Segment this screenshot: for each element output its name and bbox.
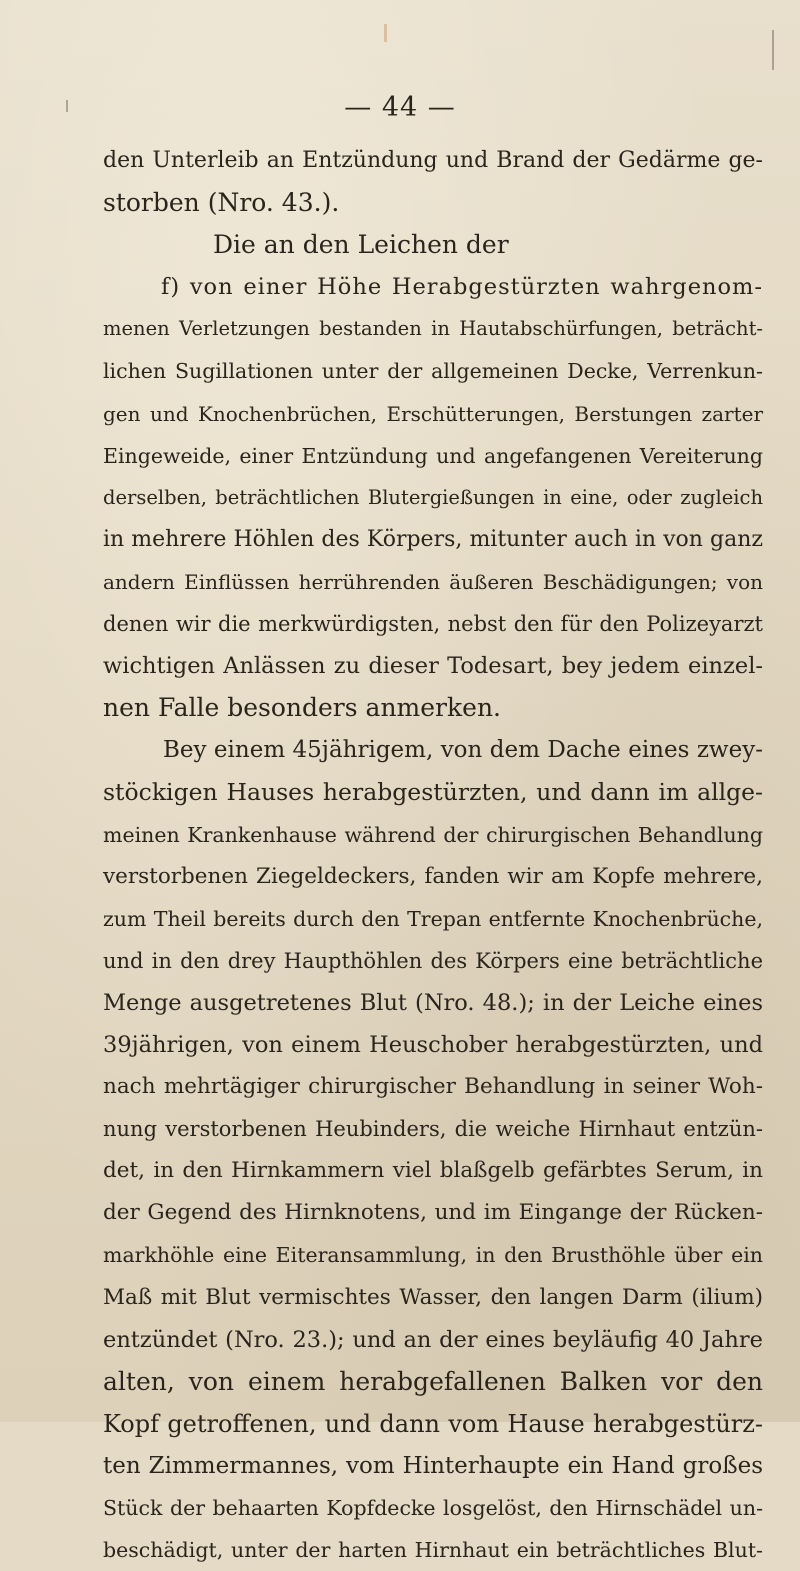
- text-line: 39jährigen, von einem Heuschober herabgestürzten, und: [103, 1031, 763, 1058]
- margin-ink-mark: [66, 100, 68, 112]
- text-line: verstorbenen Ziegeldeckers, fanden wir am Kopfe mehrere,: [103, 863, 763, 889]
- text-line: Maß mit Blut vermischtes Wasser, den langen Darm (ilium): [103, 1284, 763, 1310]
- text-line: wichtigen Anlässen zu dieser Todesart, bey jedem einzel-: [103, 653, 763, 680]
- text-line: der Gegend des Hirnknotens, und im Eingange der Rücken-: [103, 1200, 763, 1226]
- margin-ink-mark: [772, 30, 774, 70]
- text-line: denen wir die merkwürdigsten, nebst den für den Polizeyarzt: [103, 612, 763, 637]
- text-line: nen Falle besonders anmerken.: [103, 693, 501, 723]
- text-line: entzündet (Nro. 23.); und an der eines beyläufig 40 Jahre: [103, 1326, 763, 1353]
- body-text: [103, 140, 763, 1571]
- text-line: beschädigt, unter der harten Hirnhaut ein beträchtliches Blut-: [103, 1538, 763, 1563]
- text-line: Eingeweide, einer Entzündung und angefangenen Vereiterung: [103, 443, 763, 468]
- text-line: Stück der behaarten Kopfdecke losgelöst, den Hirnschädel un-: [103, 1496, 763, 1520]
- text-line: det, in den Hirnkammern viel blaßgelb gefärbtes Serum, in: [103, 1158, 763, 1184]
- text-line: Kopf getroffenen, und dann vom Hause herabgestürz-: [103, 1409, 763, 1438]
- text-line: menen Verletzungen bestanden in Hautabschürfungen, beträcht-: [103, 317, 763, 341]
- text-line: den Unterleib an Entzündung und Brand der Gedärme ge-: [103, 148, 763, 173]
- text-line: derselben, beträchtlichen Blutergießungen in eine, oder zugleich: [103, 485, 763, 509]
- text-line: Bey einem 45jährigem, von dem Dache eines zwey-: [163, 737, 763, 764]
- text-line: meinen Krankenhause während der chirurgischen Behandlung: [103, 822, 763, 847]
- text-line: nach mehrtägiger chirurgischer Behandlung in seiner Woh-: [103, 1074, 763, 1100]
- text-line: f) von einer Höhe Herabgestürzten wahrgenom-: [161, 274, 763, 301]
- text-line: zum Theil bereits durch den Trepan entfernte Knochenbrüche,: [103, 906, 763, 931]
- text-line: Menge ausgetretenes Blut (Nro. 48.); in der Leiche eines: [103, 989, 763, 1016]
- text-line: andern Einflüssen herrührenden äußeren Beschädigungen; von: [103, 569, 763, 594]
- text-line: storben (Nro. 43.).: [103, 188, 340, 218]
- text-line: ten Zimmermannes, vom Hinterhaupte ein Hand großes: [103, 1452, 763, 1479]
- text-line: stöckigen Hauses herabgestürzten, und dann im allge-: [103, 778, 763, 807]
- text-line: alten, von einem herabgefallenen Balken vor den: [103, 1366, 763, 1396]
- text-line: in mehrere Höhlen des Körpers, mitunter auch in von ganz: [103, 526, 763, 552]
- text-line: gen und Knochenbrüchen, Erschütterungen, Berstungen zarter: [103, 401, 763, 426]
- text-line: lichen Sugillationen unter der allgemeinen Decke, Verrenkun-: [103, 359, 763, 384]
- page-number: — 44 —: [344, 92, 456, 123]
- margin-ink-mark: [384, 24, 387, 42]
- text-line: markhöhle eine Eiteransammlung, in den Brusthöhle über ein: [103, 1243, 763, 1268]
- text-line: und in den drey Haupthöhlen des Körpers eine beträchtliche: [103, 948, 763, 973]
- text-line: Die an den Leichen der: [213, 230, 509, 260]
- text-line: nung verstorbenen Heubinders, die weiche Hirnhaut entzün-: [103, 1117, 763, 1142]
